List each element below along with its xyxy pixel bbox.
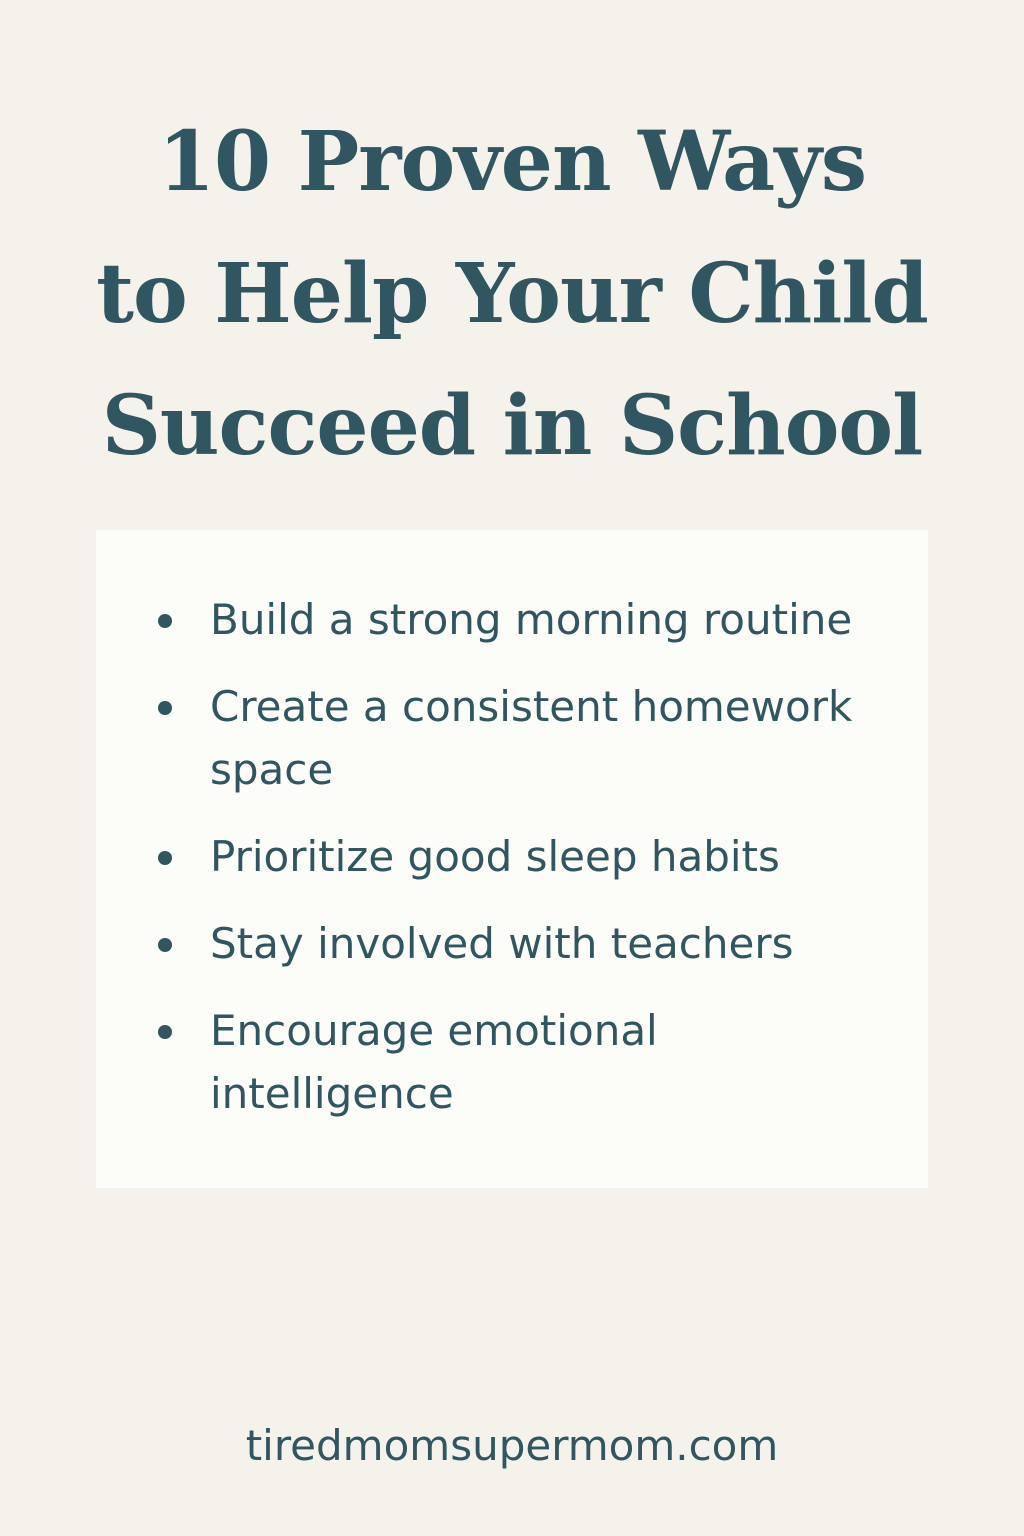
list-item — [156, 588, 896, 651]
list-item — [156, 825, 896, 888]
page-title — [0, 96, 1024, 492]
website-footer: tiredmomsupermom.com — [245, 1421, 779, 1470]
list-item — [156, 912, 896, 975]
tip-text: Prioritize good sleep habits — [210, 832, 780, 881]
bullet-dot-icon — [158, 1025, 172, 1039]
list-item — [156, 675, 896, 801]
title-line-2: to Help Your Child — [96, 246, 928, 342]
tip-text: Create a consistent homework space — [210, 682, 853, 794]
bullet-dot-icon — [158, 614, 172, 628]
bullet-dot-icon — [158, 938, 172, 952]
tips-list — [156, 588, 896, 1149]
bullet-dot-icon — [158, 701, 172, 715]
tip-text: Build a strong morning routine — [210, 595, 853, 644]
title-line-1: 10 Proven Ways — [157, 114, 867, 210]
bullet-dot-icon — [158, 851, 172, 865]
list-item — [156, 999, 896, 1125]
tip-text: Encourage emotional intelligence — [210, 1006, 658, 1118]
tips-card — [96, 530, 928, 1188]
tip-text: Stay involved with teachers — [210, 919, 794, 968]
title-line-3: Succeed in School — [101, 378, 923, 474]
